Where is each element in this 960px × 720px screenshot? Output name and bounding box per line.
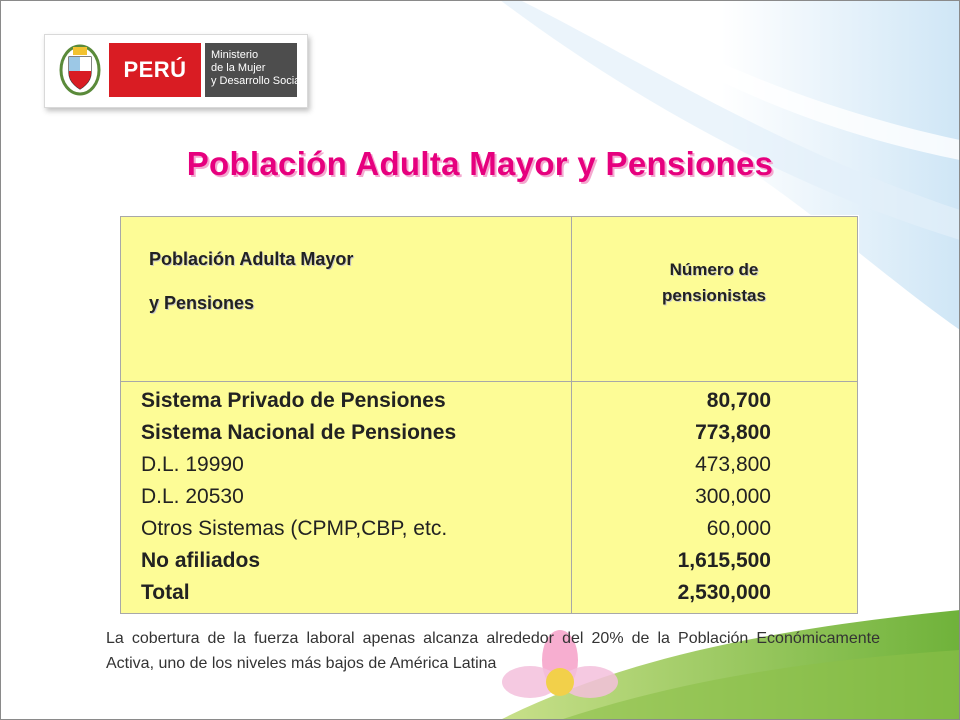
table-row-value: 2,530,000 [677,581,771,604]
ministry-name-box [205,43,303,97]
header-pensioners-line: pensionistas [662,286,766,305]
peru-brand-box [109,43,201,97]
pension-table [120,216,858,614]
header-category-line: y Pensiones [149,293,255,313]
header-category-line: Población Adulta Mayor [149,249,354,269]
ministry-logo [44,34,308,108]
page-title: Población Adulta Mayor y Pensiones [186,145,774,182]
header-category [149,249,353,337]
table-row-value: 773,800 [695,421,771,444]
table-row-label: Otros Sistemas (CPMP,CBP, etc. [141,517,448,540]
footnote: La cobertura de la fuerza laboral apenas alcanza alrededor del 20% de la Población Económicamente Activa, uno de los niveles más bajos de América Latina [106,630,880,672]
table-labels [141,385,456,609]
table-row-label: Total [141,581,190,604]
ministry-line: y Desarrollo Social [211,75,303,87]
ministry-line: de la Mujer [211,62,266,74]
table-row-value: 1,615,500 [677,549,771,572]
table-row-value: 60,000 [706,517,771,540]
table-row-value: 80,700 [706,389,771,412]
table-row-value: 300,000 [695,485,771,508]
table-row-label: D.L. 19990 [141,453,244,476]
row-divider [121,381,857,382]
table-row-label: No afiliados [141,549,261,572]
table-row-label: D.L. 20530 [141,485,244,508]
table-row-value: 473,800 [695,453,771,476]
country-name: PERÚ [123,57,187,82]
header-pensioners [571,257,857,309]
header-pensioners-line: Número de [669,260,759,279]
ministry-line: Ministerio [211,49,259,61]
table-values [571,385,771,609]
table-row-label: Sistema Nacional de Pensiones [141,421,457,444]
coat-of-arms-icon [59,43,101,97]
table-row-label: Sistema Privado de Pensiones [141,389,446,412]
